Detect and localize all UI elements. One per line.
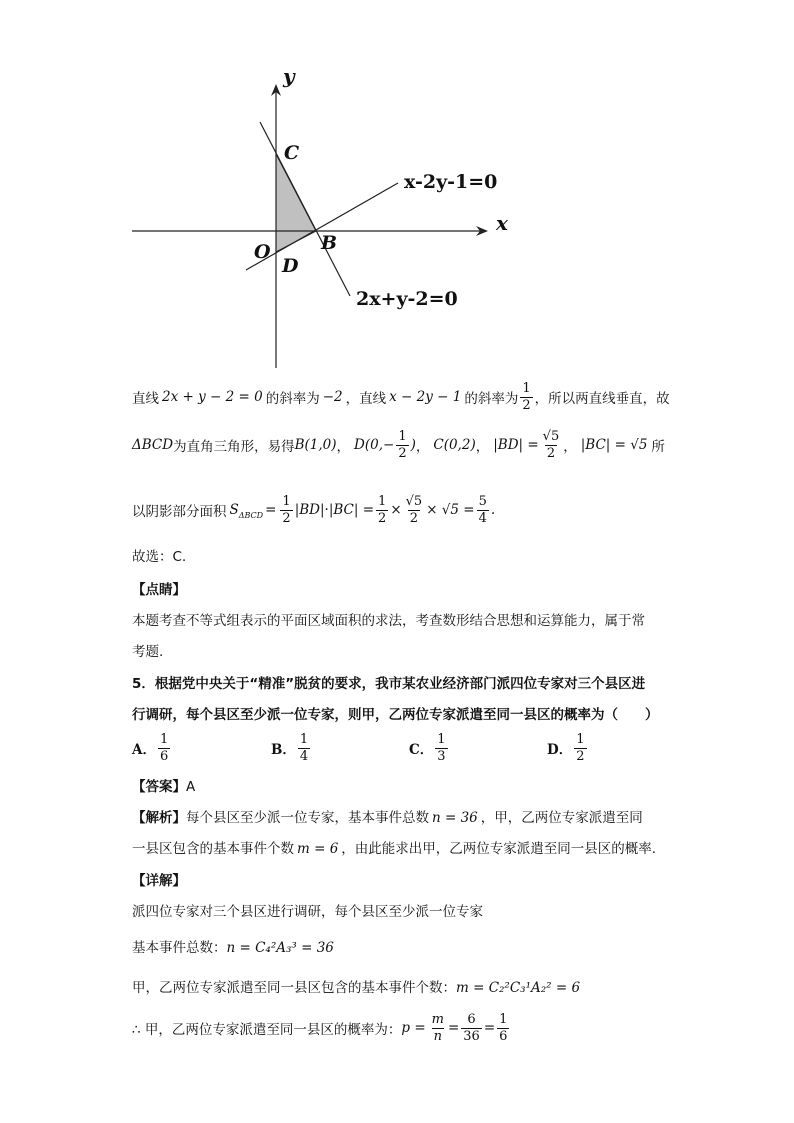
- detail-line-4: [132, 1006, 511, 1050]
- coordinate-figure: [0, 0, 794, 380]
- text: p =: [401, 1020, 426, 1036]
- fraction: $\frac{m}{n}$: [431, 1011, 444, 1044]
- answer-tag: 【答案】: [132, 779, 186, 795]
- line1-label: x-2y-1=0: [404, 171, 498, 193]
- fraction: $\frac{√5}{2}$: [405, 493, 423, 526]
- fraction: $\frac{6}{36}$: [463, 1011, 480, 1044]
- jiexi-line-2: [132, 837, 656, 857]
- line-2x+y-2: [260, 122, 350, 296]
- point-d: D(0,−: [354, 437, 395, 453]
- dianjing-line-2: 考题.: [132, 644, 164, 660]
- fraction: $\frac{1}{2}$: [522, 380, 531, 413]
- fraction: $\frac{1}{2}$: [398, 428, 407, 461]
- fraction: $\frac{5}{4}$: [478, 493, 487, 526]
- formula: n = C₄²A₃³ = 36: [226, 940, 334, 956]
- text: 甲，乙两位专家派遣至同一县区包含的基本事件个数：: [132, 980, 456, 996]
- axis-y-label: y: [283, 64, 295, 88]
- equation-line1: x − 2y − 1: [389, 389, 462, 405]
- solution-line-3: [132, 490, 495, 530]
- line2-label: 2x+y-2=0: [356, 288, 458, 310]
- text: 的斜率为: [464, 391, 519, 407]
- formula: m = 6: [297, 841, 339, 857]
- text: =: [447, 1020, 460, 1036]
- text: 每个县区至少派一位专家，基本事件总数: [186, 810, 429, 826]
- option-label: C．: [409, 742, 434, 758]
- fraction: $\frac{1}{2}$: [378, 493, 387, 526]
- length-bc: |BC| = √5: [580, 437, 648, 453]
- fraction: $\frac{1}{6}$: [499, 1011, 508, 1044]
- text: 所: [651, 439, 665, 455]
- slope-value: −2: [322, 389, 343, 405]
- text: ，甲，乙两位专家派遣至同: [480, 810, 643, 826]
- detail-line-1: 派四位专家对三个县区进行调研，每个县区至少派一位专家: [132, 904, 483, 920]
- triangle-name: ΔBCD: [132, 437, 174, 453]
- formula: n = 36: [432, 810, 478, 826]
- choice-line: 故选：C.: [132, 549, 187, 565]
- text: ，: [336, 439, 351, 455]
- point-c-label: C: [284, 142, 300, 164]
- fraction: $\frac{1}{3}$: [437, 731, 446, 764]
- option-label: B．: [271, 742, 296, 758]
- jiexi-line-1: [132, 806, 643, 826]
- text: 以阴影部分面积: [132, 504, 227, 520]
- fraction: $\frac{1}{6}$: [159, 731, 169, 764]
- shaded-region: [276, 154, 316, 252]
- text: ，: [563, 439, 577, 455]
- option-label: D．: [547, 742, 573, 758]
- option-label: A．: [132, 742, 156, 758]
- text: ，所以两直线垂直，故: [534, 391, 670, 407]
- text: ∴ 甲，乙两位专家派遣至同一县区的概率为：: [132, 1022, 402, 1038]
- detail-line-2: [132, 936, 334, 956]
- solution-line-1: [132, 380, 670, 414]
- text: |BD|·|BC| =: [294, 502, 375, 518]
- detail-line-3: [132, 976, 580, 996]
- fraction: $\frac{√5}{2}$: [542, 428, 560, 461]
- text: .: [490, 502, 496, 518]
- text: ，: [415, 439, 430, 455]
- text: ): [410, 437, 416, 453]
- text: ，由此能求出甲，乙两位专家派遣至同一县区的概率.: [341, 841, 657, 857]
- xiangjie-tag: 【详解】: [132, 873, 186, 889]
- area-symbol: S: [229, 502, 239, 518]
- text: =: [483, 1020, 496, 1036]
- question-5-stem-1: 5．根据党中央关于“精准”脱贫的要求，我市某农业经济部门派四位专家对三个县区进: [132, 676, 646, 692]
- text: 的斜率为: [265, 391, 320, 407]
- answer-line: [132, 775, 195, 795]
- text: 直线: [132, 391, 159, 407]
- text: 基本事件总数：: [132, 940, 227, 956]
- solution-line-2: [132, 425, 665, 465]
- dianjing-line-1: 本题考查不等式组表示的平面区域面积的求法，考查数形结合思想和运算能力，属于常: [132, 613, 645, 629]
- question-5-stem-2: 行调研，每个县区至少派一位专家，则甲，乙两位专家派遣至同一县区的概率为（ ）: [132, 707, 659, 723]
- text: ，直线: [345, 391, 387, 407]
- option-d: [547, 728, 589, 768]
- text: × √5 =: [426, 502, 475, 518]
- text: 一县区包含的基本事件个数: [132, 841, 294, 857]
- text: ，: [475, 439, 490, 455]
- length-bd: |BD| =: [493, 437, 539, 453]
- axis-x-label: x: [496, 211, 508, 235]
- fraction: $\frac{1}{2}$: [282, 493, 291, 526]
- fraction: $\frac{1}{2}$: [576, 731, 585, 764]
- text: ×: [390, 502, 402, 518]
- area-subscript: ΔBCD: [238, 510, 264, 520]
- text: =: [265, 502, 277, 518]
- text: 为直角三角形，易得: [173, 439, 295, 455]
- point-b-label: B: [321, 232, 338, 254]
- jiexi-tag: 【解析】: [132, 810, 186, 826]
- point-b: B(1,0): [294, 437, 337, 453]
- point-o-label: O: [254, 241, 271, 263]
- option-b: [271, 728, 312, 768]
- fraction: $\frac{1}{4}$: [299, 731, 309, 764]
- point-c: C(0,2): [433, 437, 476, 453]
- point-d-label: D: [282, 255, 299, 277]
- equation-line2: 2x + y − 2 = 0: [162, 389, 263, 405]
- formula: m = C₂²C₃¹A₂² = 6: [456, 980, 581, 996]
- answer-value: A: [186, 779, 196, 795]
- dianjing-tag: 【点睛】: [132, 582, 186, 598]
- option-c: [409, 728, 450, 768]
- option-a: [132, 728, 172, 768]
